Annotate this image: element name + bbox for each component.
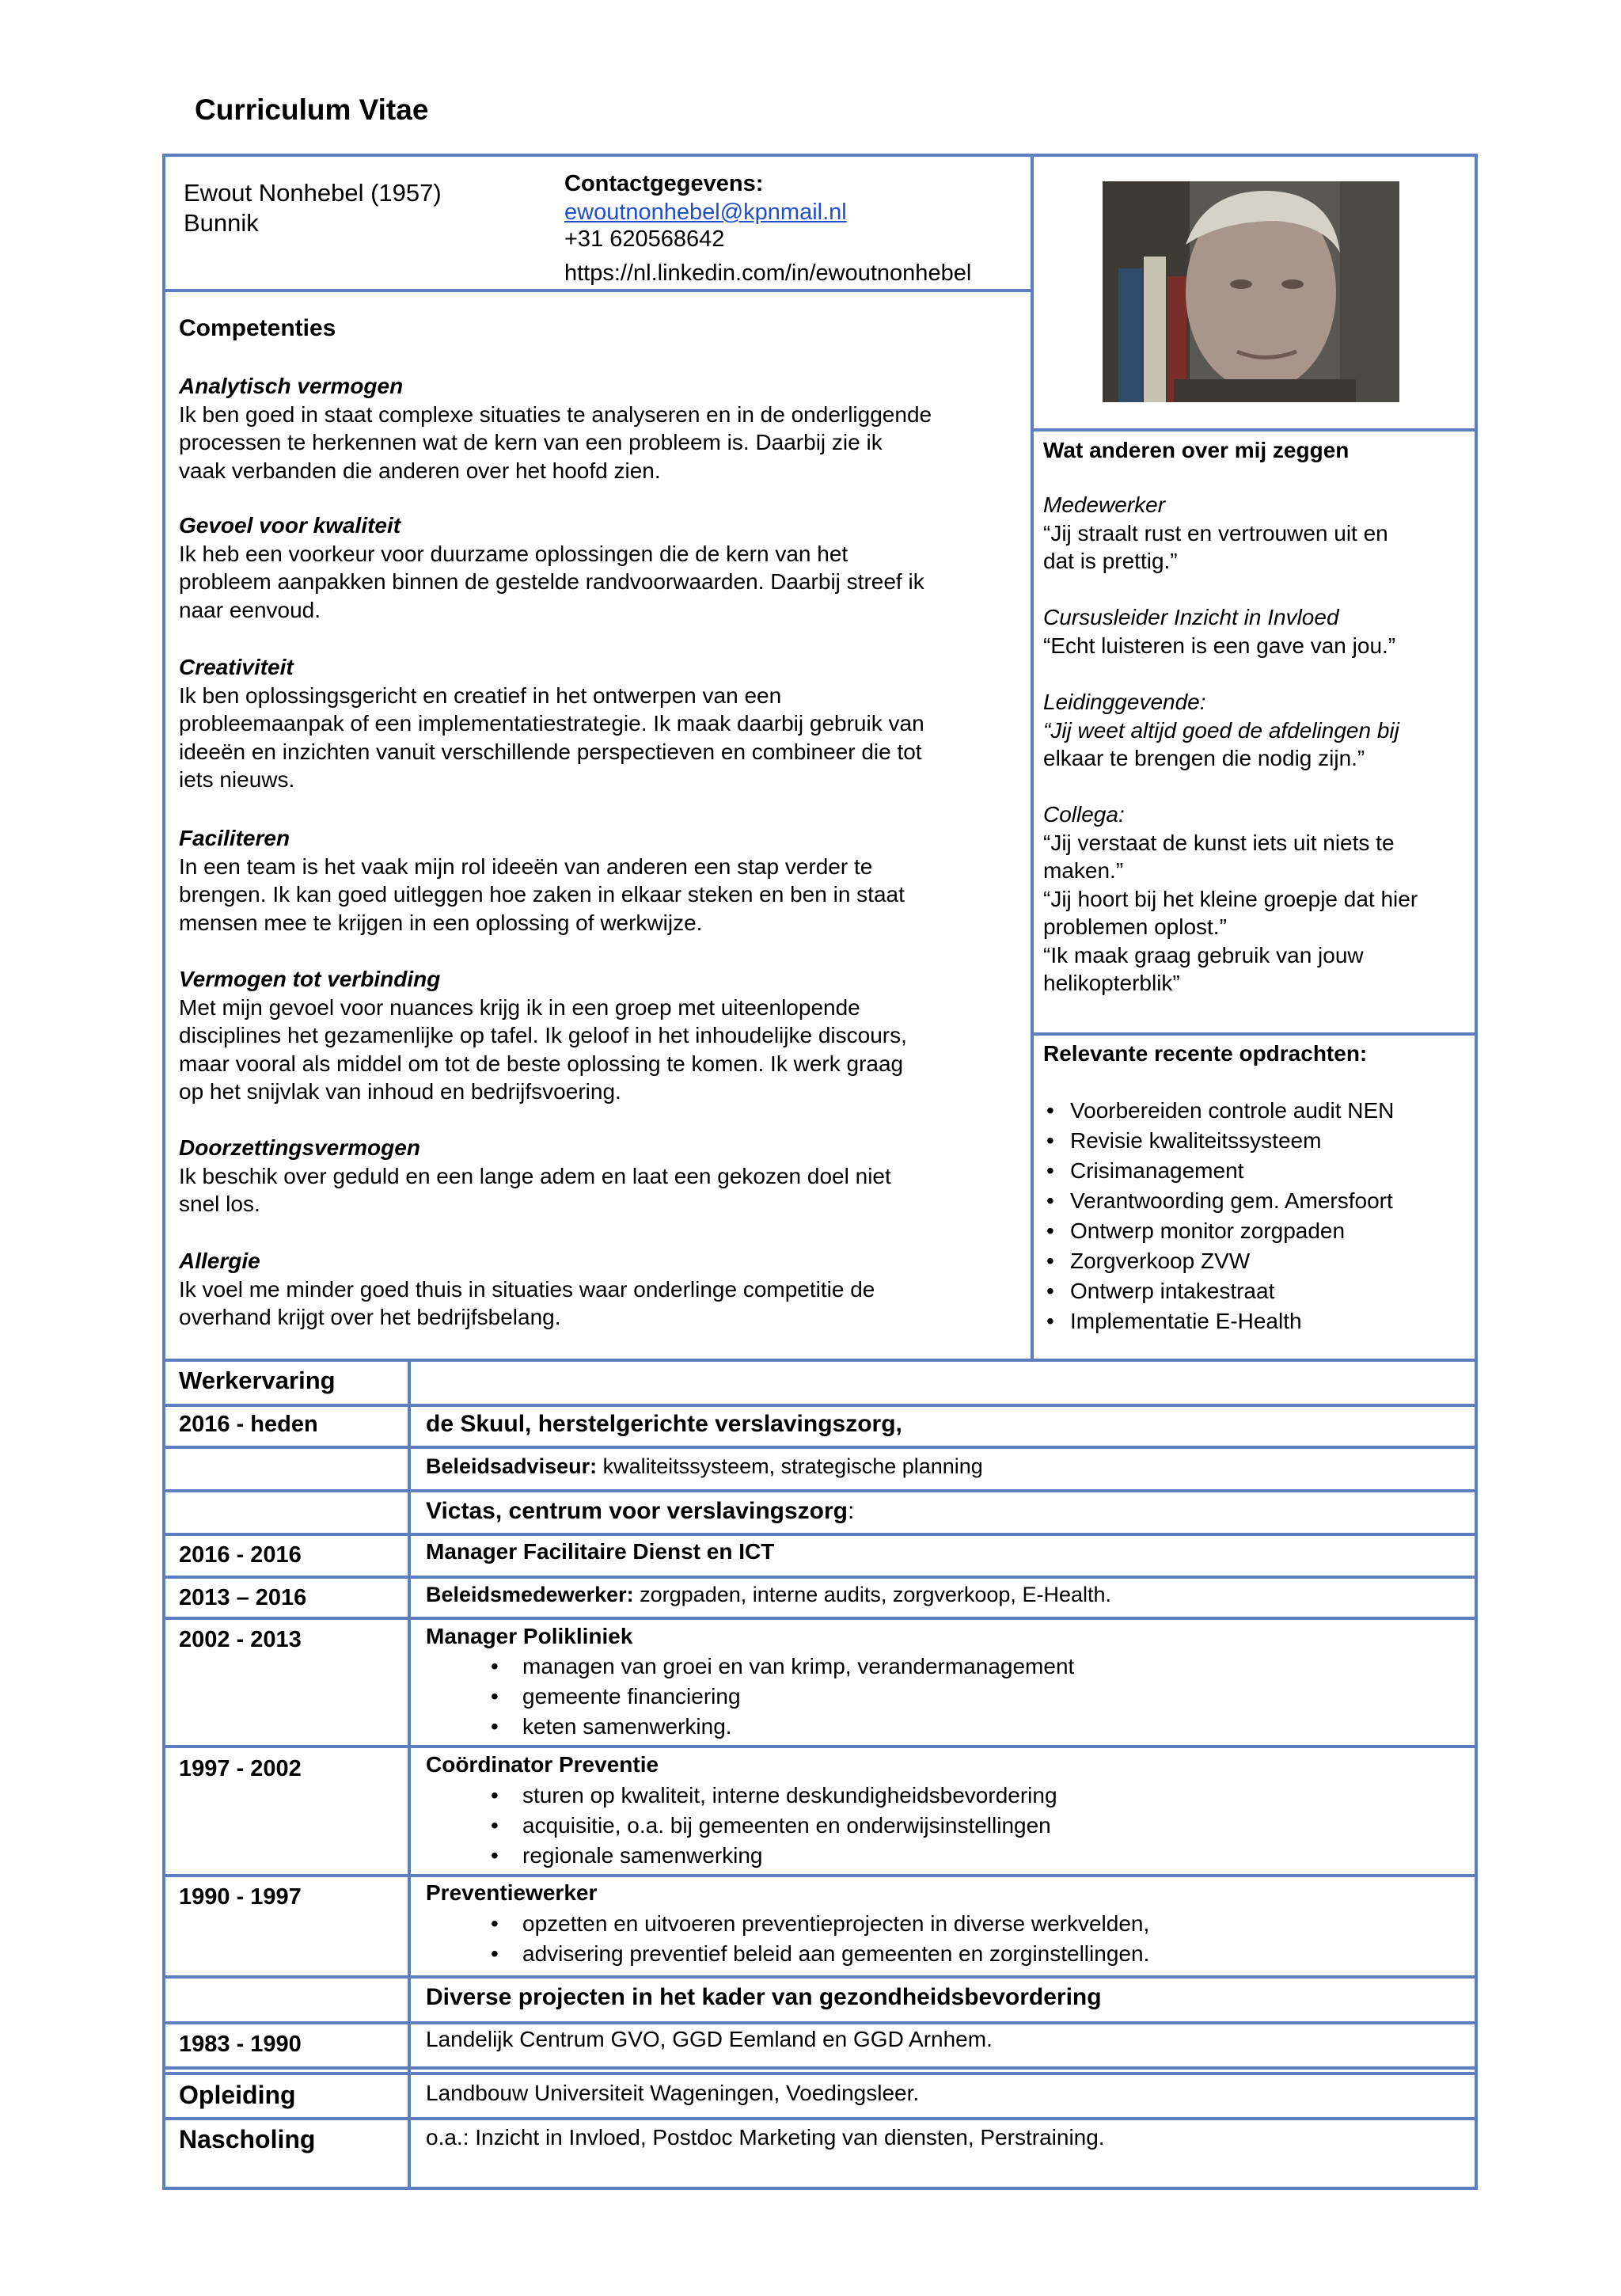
divider-row-1 — [162, 1404, 1478, 1407]
skuul-org: de Skuul, herstelgerichte verslavingszorg, — [426, 1411, 902, 1437]
list-item: • Verantwoording gem. Amersfoort — [1046, 1186, 1394, 1216]
list-item: • Implementatie E-Health — [1046, 1306, 1394, 1336]
r5-list — [459, 1909, 1149, 1969]
r3-role: Manager Polikliniek — [426, 1624, 633, 1648]
divider-photo — [1031, 428, 1476, 431]
quote-collega: Collega: “Jij verstaat de kunst iets uit niets te maken.” “Jij hoort bij het kleine groepje dat hier problemen oplost.” “Ik maak graag gebruik van jouw helikopterblik” — [1043, 802, 1418, 995]
list-item: • Revisie kwaliteitssysteem — [1046, 1126, 1394, 1156]
divider-werk-top — [162, 1359, 1478, 1362]
nascholing-text: o.a.: Inzicht in Invloed, Postdoc Marketing van diensten, Perstraining. — [426, 2125, 1105, 2150]
competentie-kwaliteit: Gevoel voor kwaliteit Ik heb een voorkeur voor duurzame oplossingen die de kern van het probleem aanpakken binnen de gestelde randvoorwaarden. Daarbij streef ik naar eenvoud. — [179, 513, 924, 622]
quote-cursusleider: Cursusleider Inzicht in Invloed “Echt luisteren is een gave van jou.” — [1043, 605, 1396, 658]
competentie-allergie: Allergie Ik voel me minder goed thuis in situaties waar onderlinge competitie de overhand krijgt over het bedrijfsbelang. — [179, 1249, 875, 1329]
list-item: • Crisimanagement — [1046, 1156, 1394, 1186]
divider-col-right — [1031, 154, 1034, 1362]
divider-row-5 — [162, 1576, 1478, 1579]
person-name: Ewout Nonhebel (1957) — [184, 179, 442, 207]
r6-period: 1983 - 1990 — [179, 2032, 302, 2057]
competentie-verbinding: Vermogen tot verbinding Met mijn gevoel voor nuances krijg ik in een groep met uiteenlopende disciplines het gezamenlijke op tafel. Ik geloof in het inhoudelijke discours, maar vooral als middel om tot de beste oplossing te komen. Ik werk graag op het snijvlak van inhoud en bedrijfsvoering. — [179, 967, 907, 1104]
profile-photo — [1103, 181, 1399, 402]
list-item: • acquisitie, o.a. bij gemeenten en onderwijsinstellingen — [459, 1811, 1057, 1841]
list-item: • regionale samenwerking — [459, 1841, 1057, 1871]
divider-row-12 — [162, 2117, 1478, 2120]
r4-list — [459, 1781, 1057, 1871]
divider-row-7 — [162, 1745, 1478, 1748]
competentie-creativiteit: Creativiteit Ik ben oplossingsgericht en creatief in het ontwerpen van een probleemaanpak of een implementatiestrategie. Ik maak daarbij gebruik van ideeën en inzichten vanuit verschillende perspectieven en combineer die tot iets nieuws. — [179, 655, 924, 792]
skuul-period: 2016 - heden — [179, 1412, 318, 1437]
r2-role: Beleidsmedewerker: zorgpaden, interne audits, zorgverkoop, E-Health. — [426, 1583, 1111, 1606]
r1-period: 2016 - 2016 — [179, 1542, 302, 1568]
list-item: • Ontwerp intakestraat — [1046, 1276, 1394, 1306]
quotes-heading: Wat anderen over mij zeggen — [1043, 438, 1350, 462]
list-item: • opzetten en uitvoeren preventieprojecten in diverse werkvelden, — [459, 1909, 1149, 1939]
competentie-analytisch: Analytisch vermogen Ik ben goed in staat complexe situaties te analyseren en in de onderliggende processen te herkennen wat de kern van een probleem is. Daarbij zie ik vaak verbanden die anderen over het hoofd zien. — [179, 374, 932, 483]
divider-quotes — [1031, 1032, 1476, 1036]
quote-leidinggevende: Leidinggevende: “Jij weet altijd goed de afdelingen bij elkaar te brengen die nodig zijn.” — [1043, 690, 1399, 770]
divider-row-11b — [162, 2072, 1478, 2075]
r3-list — [459, 1652, 1074, 1742]
victas-org: Victas, centrum voor verslavingszorg: — [426, 1498, 855, 1524]
divider-row-6 — [162, 1617, 1478, 1620]
divider-row-10 — [162, 2021, 1478, 2024]
divider-row-3 — [162, 1489, 1478, 1492]
competentie-doorzetting: Doorzettingsvermogen Ik beschik over geduld en een lange adem en laat een gekozen doel niet snel los. — [179, 1135, 891, 1216]
r5-role: Preventiewerker — [426, 1880, 598, 1905]
divider-row-11 — [162, 2066, 1478, 2070]
quote-medewerker: Medewerker “Jij straalt rust en vertrouwen uit en dat is prettig.” — [1043, 492, 1388, 573]
divider-row-8 — [162, 1874, 1478, 1877]
competenties-heading: Competenties — [179, 315, 336, 341]
competentie-faciliteren: Faciliteren In een team is het vaak mijn rol ideeën van anderen een stap verder te brengen. Ik kan goed uitleggen hoe zaken in elkaar steken en ben in staat mensen mee te krijgen in een oplossing of werkwijze. — [179, 826, 905, 935]
r4-period: 1997 - 2002 — [179, 1756, 302, 1781]
divider-row-4 — [162, 1533, 1478, 1536]
divider-row-9 — [162, 1975, 1478, 1979]
person-city: Bunnik — [184, 209, 259, 237]
contact-heading: Contactgegevens: — [564, 171, 764, 196]
r4-role: Coördinator Preventie — [426, 1752, 659, 1777]
divider-col-left — [408, 1359, 411, 2190]
list-item: • Zorgverkoop ZVW — [1046, 1246, 1394, 1276]
list-item: • Ontwerp monitor zorgpaden — [1046, 1216, 1394, 1246]
r5-period: 1990 - 1997 — [179, 1884, 302, 1910]
opdrachten-list — [1046, 1096, 1394, 1336]
skuul-role: Beleidsadviseur: kwaliteitssysteem, strategische planning — [426, 1454, 983, 1478]
opleiding-text: Landbouw Universiteit Wageningen, Voedingsleer. — [426, 2081, 920, 2105]
contact-linkedin[interactable]: https://nl.linkedin.com/in/ewoutnonhebel — [564, 260, 972, 286]
divider-header — [162, 289, 1032, 292]
list-item: • gemeente financiering — [459, 1682, 1074, 1712]
r6-text: Landelijk Centrum GVO, GGD Eemland en GGD Arnhem. — [426, 2027, 993, 2051]
list-item: • sturen op kwaliteit, interne deskundigheidsbevordering — [459, 1781, 1057, 1811]
list-item: • keten samenwerking. — [459, 1712, 1074, 1742]
contact-phone: +31 620568642 — [564, 226, 725, 252]
opdrachten-heading: Relevante recente opdrachten: — [1043, 1041, 1368, 1066]
list-item: • Voorbereiden controle audit NEN — [1046, 1096, 1394, 1126]
document-title: Curriculum Vitae — [195, 93, 429, 126]
diverse-projecten: Diverse projecten in het kader van gezondheidsbevordering — [426, 1984, 1102, 2010]
nascholing-label: Nascholing — [179, 2125, 316, 2153]
r2-period: 2013 – 2016 — [179, 1585, 307, 1610]
r3-period: 2002 - 2013 — [179, 1627, 302, 1652]
divider-row-2 — [162, 1446, 1478, 1449]
werk-heading: Werkervaring — [179, 1367, 336, 1394]
r1-role: Manager Facilitaire Dienst en ICT — [426, 1539, 775, 1564]
list-item: • managen van groei en van krimp, verandermanagement — [459, 1652, 1074, 1682]
opleiding-label: Opleiding — [179, 2081, 296, 2109]
contact-email[interactable]: ewoutnonhebel@kpnmail.nl — [564, 200, 847, 225]
list-item: • advisering preventief beleid aan gemeenten en zorginstellingen. — [459, 1939, 1149, 1969]
